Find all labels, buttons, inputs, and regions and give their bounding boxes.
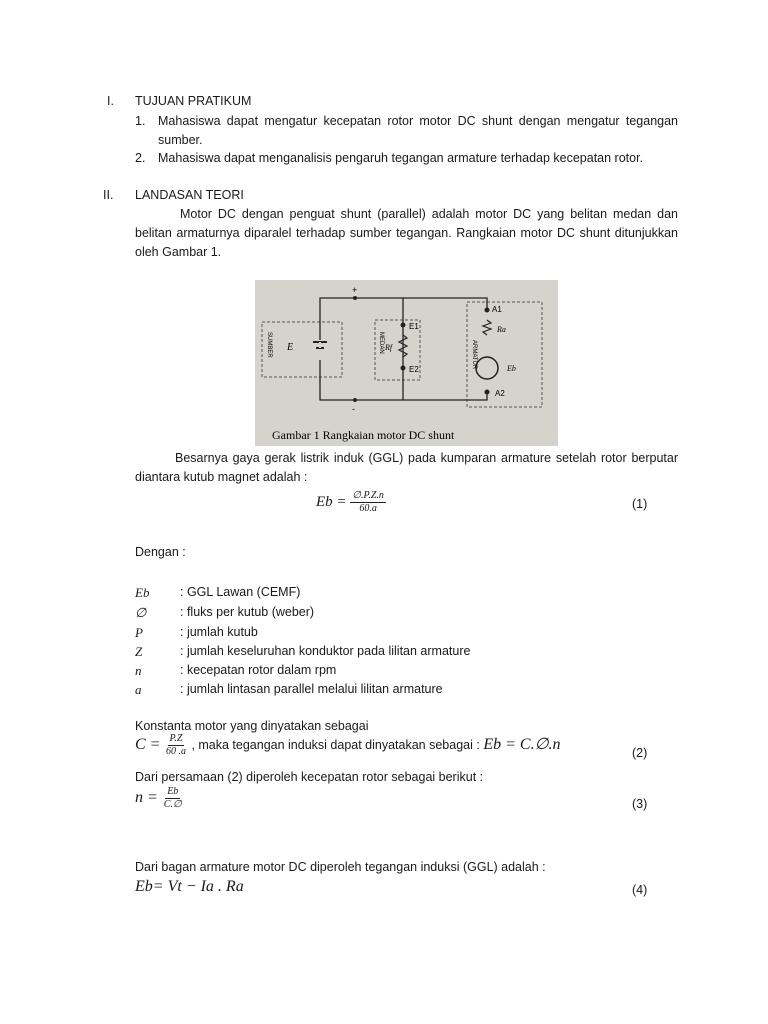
section1-title: TUJUAN PRATIKUM	[135, 94, 252, 108]
paragraph-line: oleh Gambar 1.	[135, 245, 222, 259]
a2-label: A2	[495, 389, 505, 398]
minus-label: -	[352, 404, 355, 414]
list-item-number: 1.	[135, 114, 146, 128]
rf-label: Rf	[385, 343, 393, 352]
equation-number: (3)	[632, 797, 648, 811]
symbol: Z	[135, 644, 143, 659]
paragraph-line: diantara kutub magnet adalah :	[135, 470, 308, 484]
symbol: P	[135, 625, 143, 640]
eq3-denominator: C.∅	[163, 799, 182, 810]
symbol-desc: : jumlah keseluruhan konduktor pada lilitan armature	[180, 644, 471, 658]
equation-3	[135, 786, 184, 811]
symbol-desc: : fluks per kutub (weber)	[180, 605, 315, 619]
paragraph-line: Konstanta motor yang dinyatakan sebagai	[135, 719, 369, 733]
list-item: Mahasiswa dapat mengatur kecepatan rotor motor DC shunt dengan mengatur tegangan	[158, 114, 678, 128]
eq2-denominator: 60 .a	[165, 746, 186, 757]
eb-label: Eb	[507, 364, 516, 373]
medan-label: MEDAN	[378, 332, 384, 354]
equation-4: Eb= Vt − Ia . Ra	[135, 878, 244, 895]
eq1-denominator: 60.a	[359, 503, 377, 514]
circuit-diagram	[255, 280, 558, 446]
e1-label: E1	[409, 322, 419, 331]
eq3-numerator: Eb	[167, 786, 179, 797]
eq2-mid-text: , maka tegangan induksi dapat dinyatakan sebagai :	[191, 737, 480, 752]
sumber-label: SUMBER	[266, 332, 272, 358]
symbol: n	[135, 663, 142, 678]
section2-numeral: II.	[103, 188, 114, 202]
eq2-lhs: C =	[135, 735, 161, 753]
list-item: Mahasiswa dapat menganalisis pengaruh tegangan armature terhadap kecepatan rotor.	[158, 151, 644, 165]
armatur-label: ARMATUR	[471, 340, 477, 370]
equation-number: (4)	[632, 883, 648, 897]
section1-numeral: I.	[107, 94, 114, 108]
paragraph-line: Besarnya gaya gerak listrik induk (GGL) pada kumparan armature setelah rotor berputar	[175, 451, 678, 465]
eq3-fraction	[162, 786, 184, 811]
symbol: a	[135, 682, 142, 697]
paragraph-line: Dari persamaan (2) diperoleh kecepatan rotor sebagai berikut :	[135, 770, 484, 784]
equation-1	[316, 490, 386, 515]
symbol-desc: : kecepatan rotor dalam rpm	[180, 663, 337, 677]
circuit-figure	[255, 280, 558, 446]
eq2-rhs: Eb = C.∅.n	[483, 735, 561, 753]
a1-label: A1	[492, 305, 502, 314]
plus-label: +	[352, 285, 358, 295]
list-item-cont: sumber.	[158, 133, 203, 147]
e2-label: E2	[409, 365, 419, 374]
symbol-desc: : GGL Lawan (CEMF)	[180, 585, 301, 599]
symbol-desc: : jumlah lintasan parallel melalui lilitan armature	[180, 682, 443, 696]
eq2-numerator: P.Z	[169, 733, 183, 744]
list-item-number: 2.	[135, 151, 146, 165]
symbol-desc: : jumlah kutub	[180, 625, 258, 639]
paragraph-line: Dari bagan armature motor DC diperoleh tegangan induksi (GGL) adalah :	[135, 860, 546, 874]
symbol: Eb	[135, 585, 150, 600]
e-label: E	[287, 342, 294, 353]
equation-number: (1)	[632, 497, 648, 511]
eq1-numerator: ∅.P.Z.n	[352, 490, 384, 501]
equation-2	[135, 733, 561, 758]
eq1-lhs: Eb =	[316, 493, 347, 510]
equation-number: (2)	[632, 746, 648, 760]
eq1-fraction	[350, 490, 386, 515]
symbol: ∅	[135, 605, 147, 620]
section2-title: LANDASAN TEORI	[135, 188, 244, 202]
paragraph-line: belitan armaturnya diparalel terhadap sumber tegangan. Rangkaian motor DC shunt ditunjukkan	[135, 226, 678, 240]
figure-caption: Gambar 1 Rangkaian motor DC shunt	[272, 428, 455, 442]
ra-label: Ra	[497, 325, 506, 334]
dengan-label: Dengan :	[135, 545, 186, 559]
paragraph-line: Motor DC dengan penguat shunt (parallel) adalah motor DC yang belitan medan dan	[180, 207, 678, 221]
eq2-fraction	[164, 733, 188, 758]
eq3-lhs: n =	[135, 789, 158, 807]
